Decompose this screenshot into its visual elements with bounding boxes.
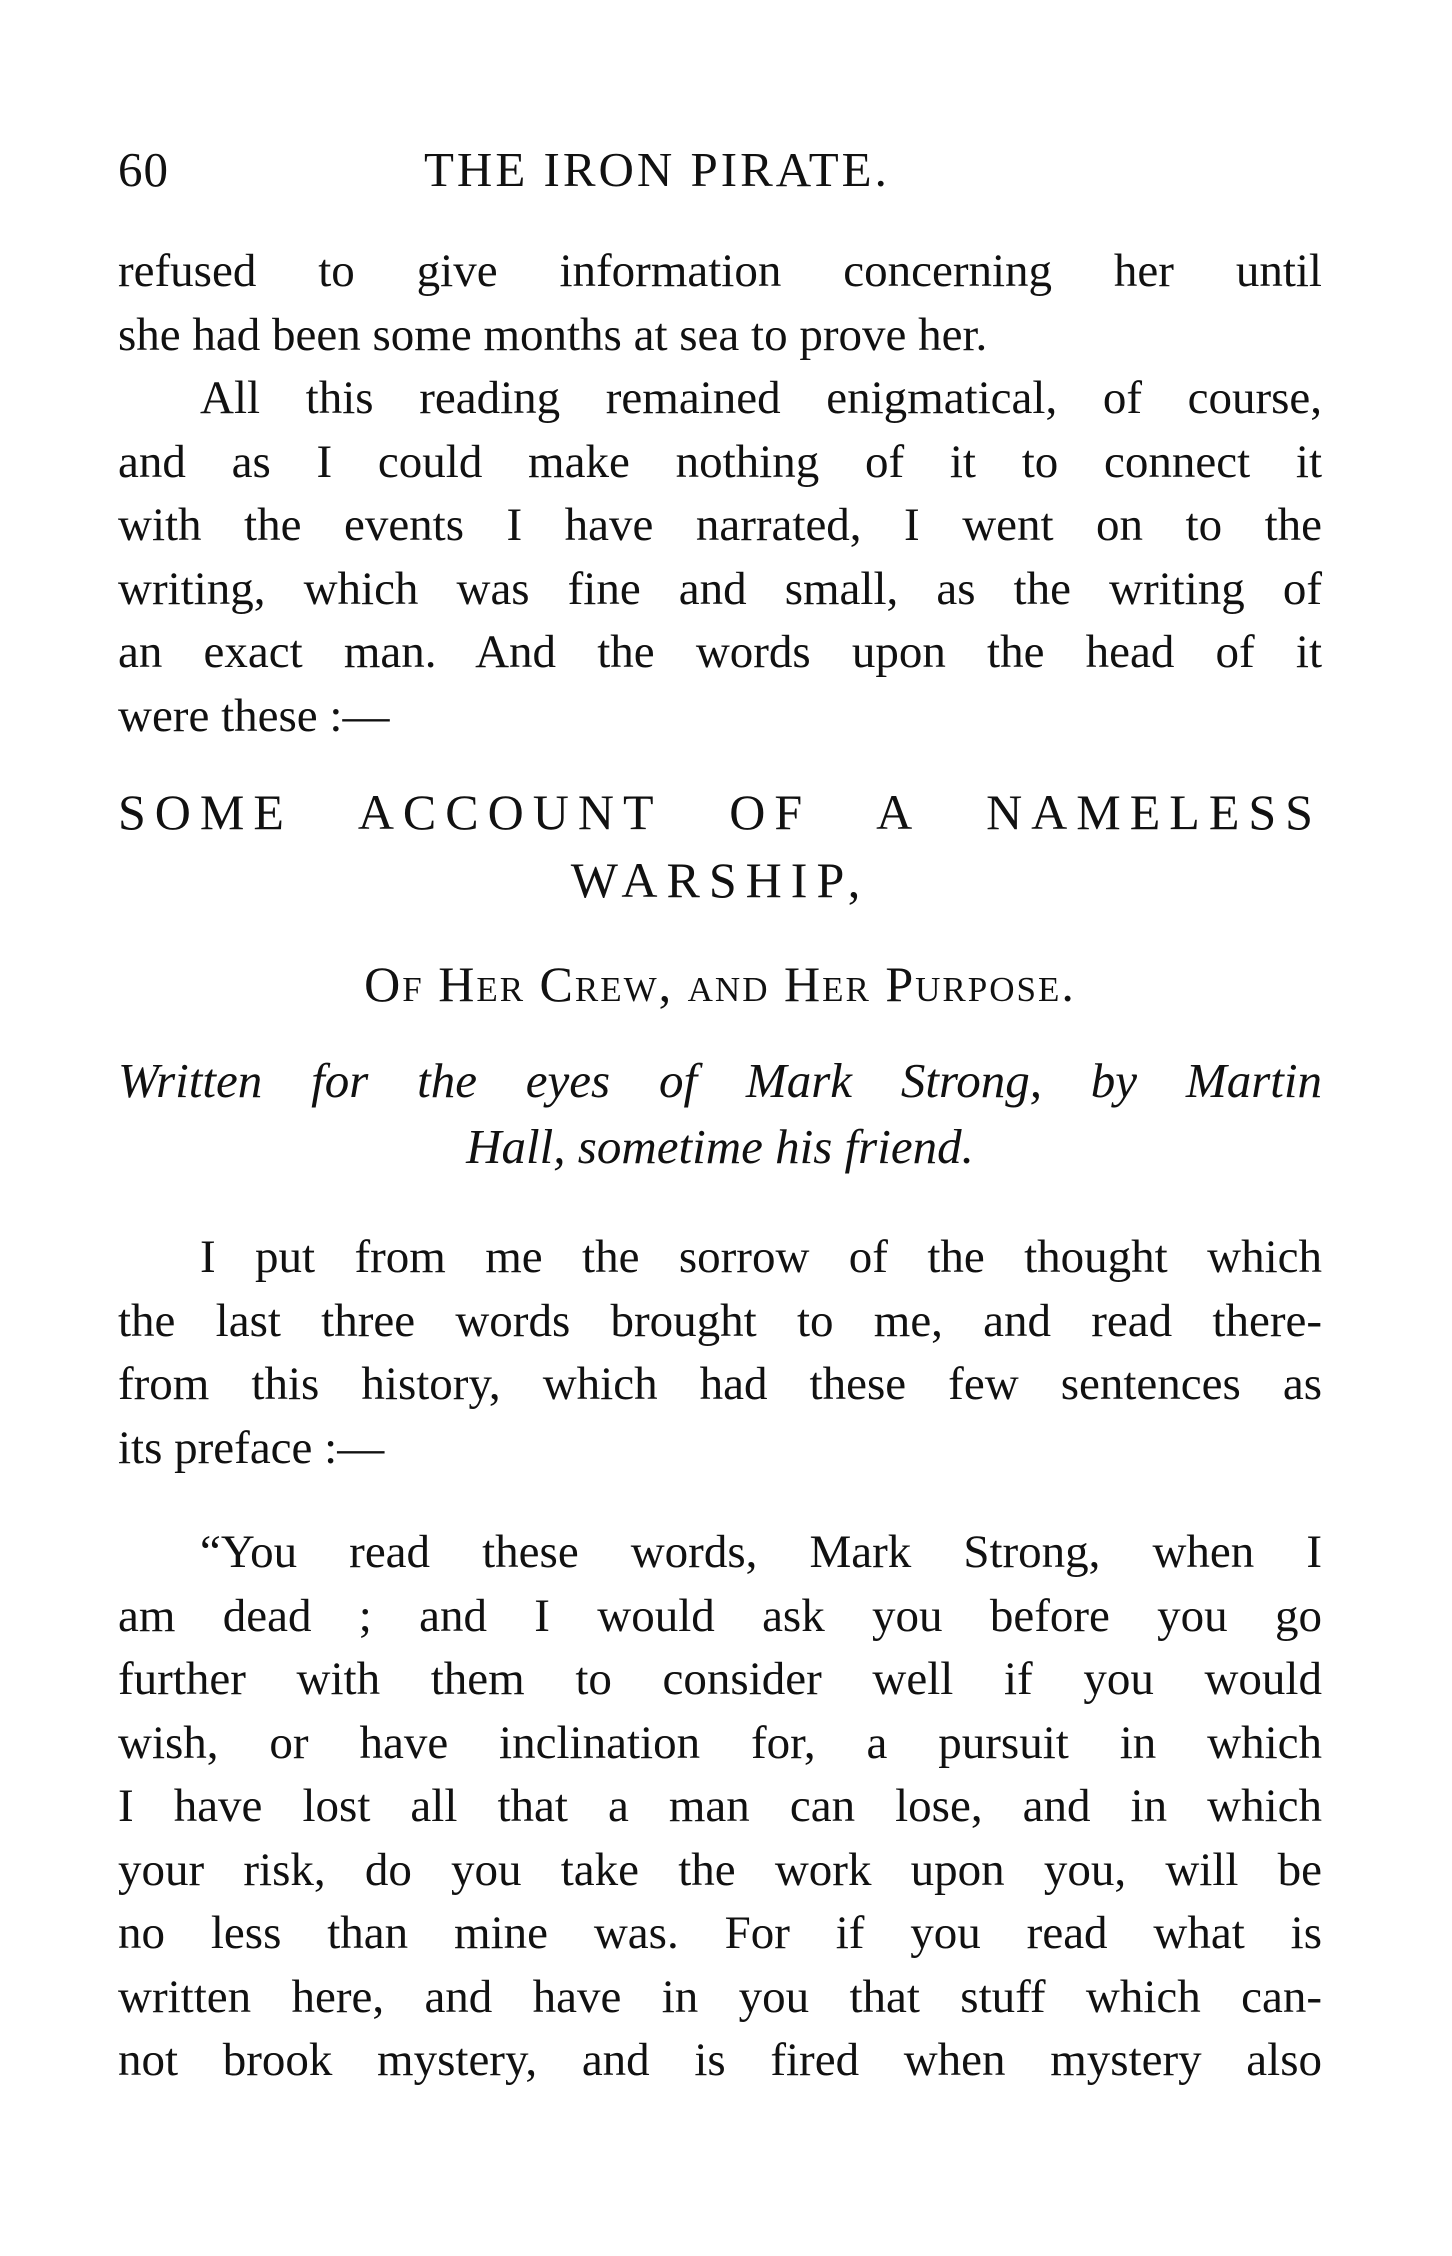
text-line: with the events I have narrated, I went on to the — [118, 499, 1322, 551]
section-byline — [118, 1048, 1322, 1180]
text-line: refused to give information concerning her until — [118, 245, 1322, 297]
letter-paragraph — [118, 1521, 1322, 2093]
text-line: no less than mine was. For if you read what is — [118, 1907, 1322, 1959]
text-line: All this reading remained enigmatical, of course, — [200, 372, 1322, 424]
page-number: 60 — [118, 142, 169, 197]
text-line: were these :— — [118, 689, 390, 742]
text-line: from this history, which had these few sentences as — [118, 1358, 1322, 1410]
byline-line: Hall, sometime his friend. — [466, 1119, 974, 1174]
text-line: writing, which was fine and small, as the writing of — [118, 562, 1322, 615]
text-line: an exact man. And the words upon the head of it — [118, 626, 1322, 678]
byline-line: Written for the eyes of Mark Strong, by Martin — [118, 1053, 1322, 1108]
text-line: further with them to consider well if you would — [118, 1653, 1322, 1705]
text-line: she had been some months at sea to prove her. — [118, 308, 988, 361]
text-line: its preface :— — [118, 1421, 385, 1474]
section-subtitle: Of Her Crew, and Her Purpose. — [364, 956, 1076, 1012]
page-header — [118, 138, 1328, 202]
text-line: I have lost all that a man can lose, and in which — [118, 1780, 1322, 1832]
section-title — [118, 778, 1322, 914]
section-title-line: WARSHIP, — [570, 852, 870, 908]
reading-paragraph — [118, 367, 1322, 748]
text-line: the last three words brought to me, and read there- — [118, 1294, 1322, 1347]
text-line: wish, or have inclination for, a pursuit in which — [118, 1716, 1322, 1769]
text-line: your risk, do you take the work upon you, will be — [118, 1843, 1322, 1896]
text-line: I put from me the sorrow of the thought which — [200, 1231, 1322, 1283]
text-line: and as I could make nothing of it to connect it — [118, 435, 1322, 488]
continuation-paragraph — [118, 240, 1322, 367]
sorrow-paragraph — [118, 1226, 1322, 1480]
text-line: not brook mystery, and is fired when mystery also — [118, 2034, 1322, 2086]
section-title-line: SOME ACCOUNT OF A NAMELESS — [118, 784, 1322, 840]
running-title: THE IRON PIRATE. — [424, 142, 890, 197]
text-line: “You read these words, Mark Strong, when I — [200, 1526, 1322, 1578]
text-line: am dead ; and I would ask you before you go — [118, 1589, 1322, 1642]
text-line: written here, and have in you that stuff which can- — [118, 1970, 1322, 2023]
